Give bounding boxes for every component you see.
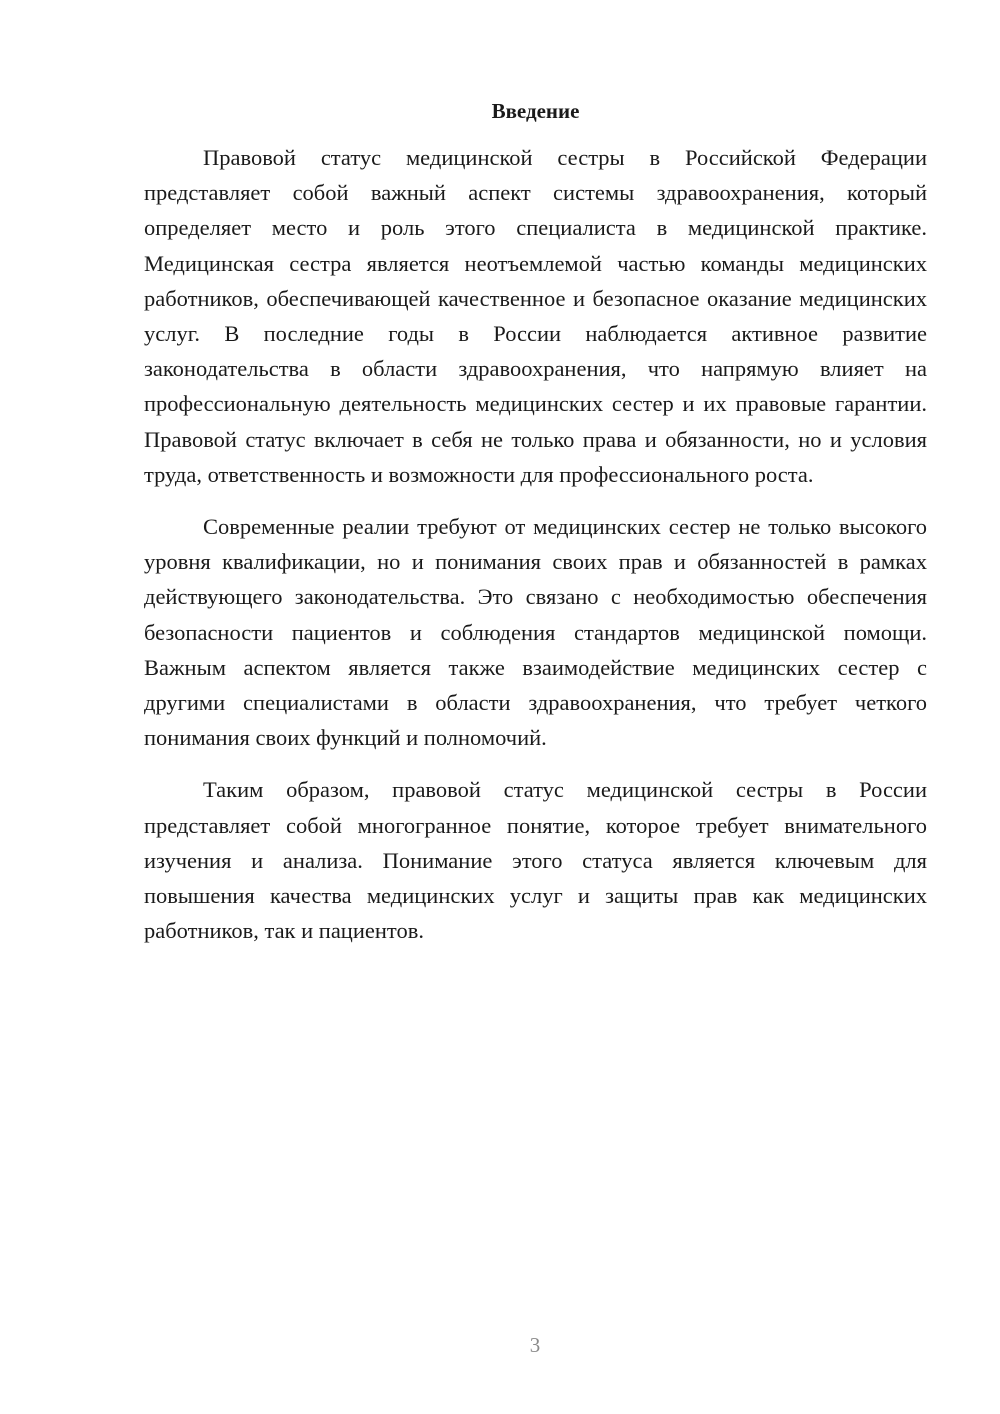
page-content (144, 96, 927, 948)
paragraph-2: Современные реалии требуют от медицинских сестер не только высокого уровня квалификации, но и понимания своих прав и обязанностей в рамках действующего законодательства. Это связано с необходимостью обеспечения безопасности пациентов и соблюдения стандартов медицинской помощи. Важным аспектом является также взаимодействие медицинских сестер с другими специалистами в области здравоохранения, что требует четкого понимания своих функций и полномочий. (144, 514, 927, 751)
paragraph-1: Правовой статус медицинской сестры в Российской Федерации представляет собой важный аспект системы здравоохранения, который определяет место и роль этого специалиста в медицинской практике. Медицинская сестра является неотъемлемой частью команды медицинских работников, обеспечивающей качественное и безопасное оказание медицинских услуг. В последние годы в России наблюдается активное развитие законодательства в области здравоохранения, что напрямую влияет на профессиональную деятельность медицинских сестер и их правовые гарантии. Правовой статус включает в себя не только права и обязанности, но и условия труда, ответственность и возможности для профессионального роста. (144, 145, 927, 487)
page-number: 3 (529, 1333, 541, 1357)
paragraph-3: Таким образом, правовой статус медицинской сестры в России представляет собой многогранное понятие, которое требует внимательного изучения и анализа. Понимание этого статуса является ключевым для повышения качества медицинских услуг и защиты прав как медицинских работников, так и пациентов. (144, 777, 927, 944)
section-heading: Введение (491, 99, 580, 123)
